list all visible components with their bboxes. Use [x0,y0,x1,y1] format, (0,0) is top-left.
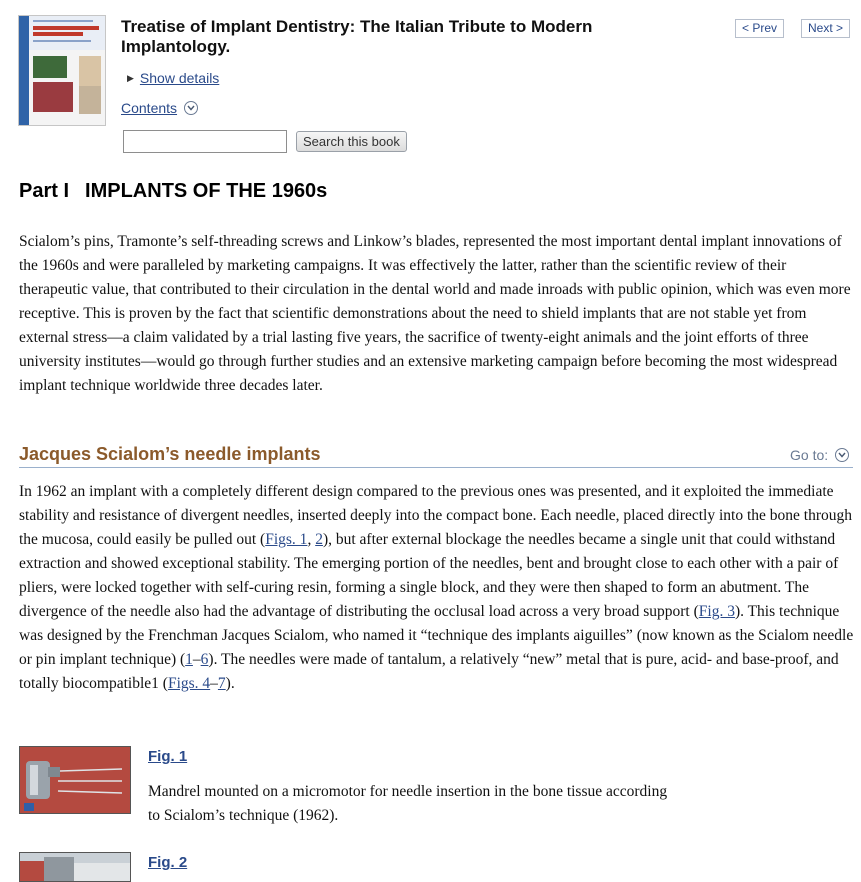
figure-2-thumbnail[interactable] [19,852,131,882]
fig-3-link[interactable]: Fig. 3 [698,603,735,620]
search-input[interactable] [123,130,287,153]
search-book-button[interactable]: Search this book [296,131,407,152]
cover-photo [79,86,101,114]
text-run: ). This technique was designed by the Frenchman Jacques Scialom, who named it “technique des implants aiguilles” (now known as the Scialom needle or pin implant technique) ( [19,603,854,668]
prev-button[interactable]: < Prev [735,19,784,38]
cover-photo [33,82,73,112]
part-title: IMPLANTS OF THE 1960s [85,180,328,202]
next-button[interactable]: Next > [801,19,850,38]
section-paragraph [19,480,854,696]
text-run: In 1962 an implant with a completely different design compared to the previous ones was presented, and it exploited the immediate stability and resistance of divergent needles, inserted deeply into the compact bone. Each needle, placed directly into the bone through the mucosa, could easily be pulled out ( [19,483,852,548]
text-run: ), but after external blockage the needles became a single unit that could withstand extraction and showed exceptional stability. The emerging portion of the needles, bent and brought close to each other with a pair of pliers, were locked together with self-curing resin, forming a single block, and they were then shaped to form an abutment. The divergence of the needle also had the advantage of distributing the occlusal load across a very broad support ( [19,531,839,620]
goto-label: Go to: [790,447,829,463]
intro-paragraph: Scialom’s pins, Tramonte’s self-threading screws and Linkow’s blades, represented the most important dental implant innovations of the 1960s and were paralleled by marketing campaigns. It was effectively the latter, rather than the scientific review of their therapeutic value, that contributed to their circulation in the dental world and made inroads with public opinion, which was even more receptive. This is proven by the fact that scientific demonstrations about the need to shield implants that are not stable yet from external stress—a claim validated by a trial lasting five years, the sacrifice of twenty-eight animals and the joint efforts of three university institutes—would go through further studies and an extensive marketing campaign before becoming the most widespread implant technique worldwide three decades later. [19,233,851,394]
cover-spine [19,16,29,125]
part-heading [19,179,327,203]
text-run: ). The needles were made of tantalum, a relatively “new” metal that is pure, acid- and base-proof, and totally biocompatible1 ( [19,651,839,692]
goto-menu[interactable] [790,447,849,463]
cover-photo [33,56,67,78]
fig-7-link[interactable]: 7 [217,675,226,692]
cover-line [33,20,93,22]
figure-1-link[interactable]: Fig. 1 [148,748,188,765]
show-details-toggle[interactable] [127,70,219,86]
figure-1-image [20,747,130,813]
ref-6-link[interactable]: 6 [200,651,209,668]
chevron-down-icon[interactable] [835,448,849,462]
show-details-link[interactable]: Show details [139,70,220,86]
cover-line [33,32,83,36]
figure-1-thumbnail[interactable] [19,746,131,814]
book-cover-thumbnail[interactable] [18,15,106,126]
figure-1-caption: Mandrel mounted on a micromotor for needle insertion in the bone tissue according to Scialom’s technique (1962). [148,783,668,824]
part-number: Part I [19,180,70,202]
fig-4-link[interactable]: Figs. 4 [167,675,211,692]
cover-line [33,40,91,42]
book-title: Treatise of Implant Dentistry: The Italian Tribute to Modern Implantology. [121,17,593,56]
contents-menu[interactable] [121,100,198,116]
text-run: ). [225,675,235,692]
triangle-right-icon: ▶ [127,73,134,83]
figure-2-image [20,853,130,881]
fig-2-link[interactable]: 2 [315,531,323,548]
section-divider [19,467,853,468]
section-heading: Jacques Scialom’s needle implants [19,444,321,464]
ref-1-link[interactable]: 1 [185,651,193,668]
text-run: – [210,675,218,692]
cover-line [33,26,99,30]
text-run: – [192,651,201,668]
text-run: , [307,531,316,548]
figure-2-link[interactable]: Fig. 2 [148,854,188,871]
chevron-down-icon[interactable] [184,101,198,115]
fig-1-link[interactable]: Figs. 1 [265,531,308,548]
contents-link[interactable]: Contents [121,100,178,116]
